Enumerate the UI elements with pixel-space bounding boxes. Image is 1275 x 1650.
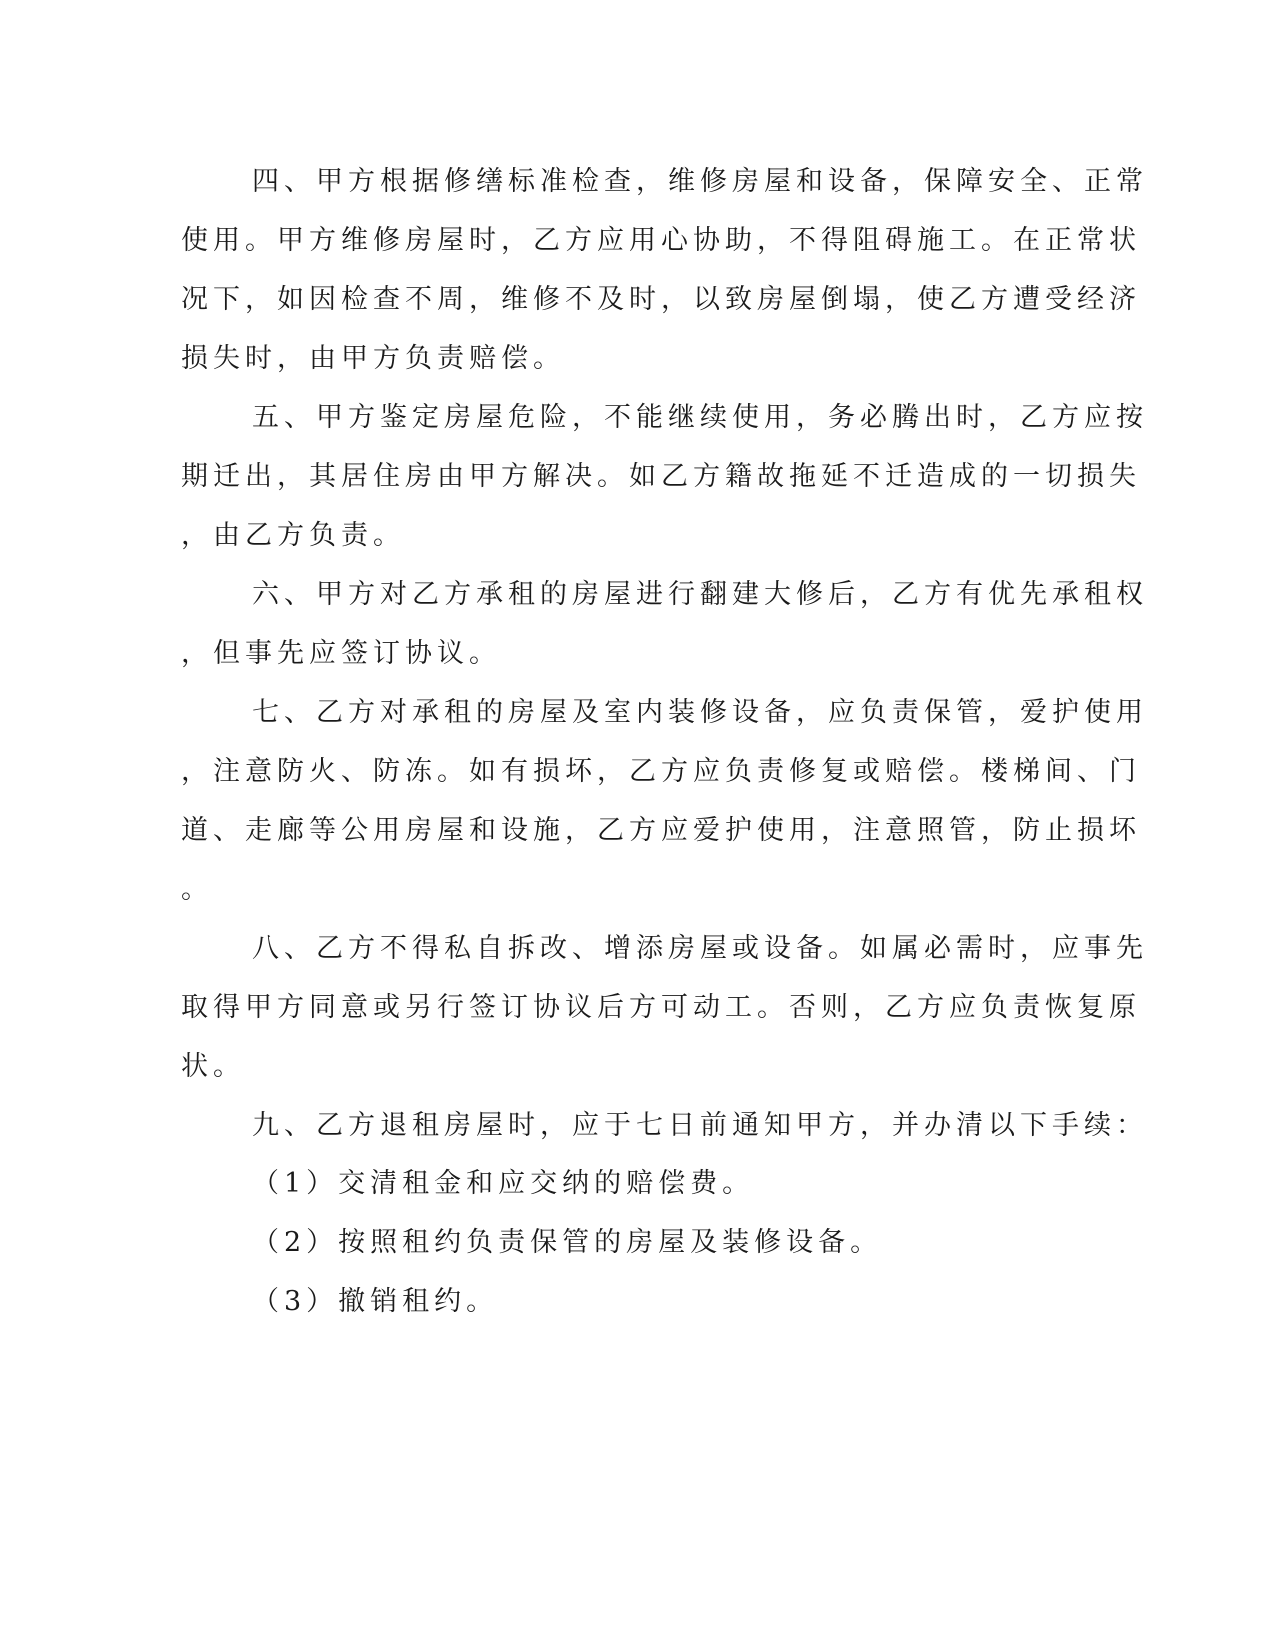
text-line: 七、乙方对承租的房屋及室内装修设备，应负责保管，爱护使用 bbox=[252, 697, 1148, 728]
text-line: 道、走廊等公用房屋和设施，乙方应爱护使用，注意照管，防止损坏 bbox=[181, 815, 1141, 846]
text-line: 使用。甲方维修房屋时，乙方应用心协助，不得阻碍施工。在正常状 bbox=[181, 225, 1141, 256]
text-line: 六、甲方对乙方承租的房屋进行翻建大修后，乙方有优先承租权 bbox=[252, 579, 1148, 610]
text-line: 九、乙方退租房屋时，应于七日前通知甲方，并办清以下手续： bbox=[252, 1110, 1148, 1141]
text-line: 八、乙方不得私自拆改、增添房屋或设备。如属必需时，应事先 bbox=[252, 933, 1148, 964]
text-line: 四、甲方根据修缮标准检查，维修房屋和设备，保障安全、正常 bbox=[252, 166, 1148, 197]
text-line: 取得甲方同意或另行签订协议后方可动工。否则，乙方应负责恢复原 bbox=[181, 992, 1141, 1023]
text-line: ，由乙方负责。 bbox=[181, 520, 405, 551]
text-line: 状。 bbox=[181, 1051, 245, 1082]
text-line: 。 bbox=[181, 874, 213, 905]
text-line: 况下，如因检查不周，维修不及时，以致房屋倒塌，使乙方遭受经济 bbox=[181, 284, 1141, 315]
text-line: 损失时，由甲方负责赔偿。 bbox=[181, 343, 565, 374]
text-line: 五、甲方鉴定房屋危险，不能继续使用，务必腾出时，乙方应按 bbox=[252, 402, 1148, 433]
text-line: （2）按照租约负责保管的房屋及装修设备。 bbox=[252, 1227, 883, 1258]
text-line: （1）交清租金和应交纳的赔偿费。 bbox=[252, 1168, 755, 1199]
text-line: （3）撤销租约。 bbox=[252, 1286, 499, 1317]
text-line: 期迁出，其居住房由甲方解决。如乙方籍故拖延不迁造成的一切损失 bbox=[181, 461, 1141, 492]
text-line: ，注意防火、防冻。如有损坏，乙方应负责修复或赔偿。楼梯间、门 bbox=[181, 756, 1141, 787]
text-line: ，但事先应签订协议。 bbox=[181, 638, 501, 669]
